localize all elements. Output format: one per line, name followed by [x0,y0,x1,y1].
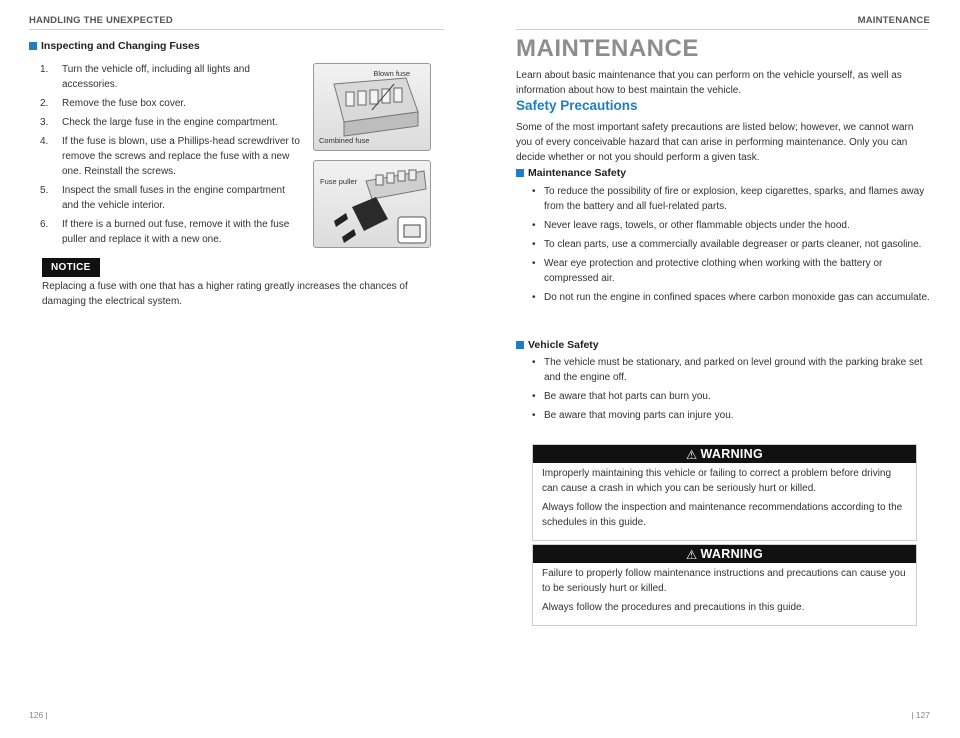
fuse-steps-list [40,62,302,251]
step-item: 6. If there is a burned out fuse, remove it with the fuse puller and replace it with a new one. [40,219,290,245]
warning-header-1: ⚠ WARNING [533,445,916,463]
subheading-maintenance-safety-text: Maintenance Safety [528,167,627,179]
subheading-vehicle-safety-text: Vehicle Safety [528,339,599,351]
section-title-safety: Safety Precautions [516,98,638,113]
figure-fuse-puller [313,160,431,248]
list-item: • To reduce the possibility of fire or explosion, keep cigarettes, sparks, and flames away from the battery and all fuel-related parts. [532,184,930,214]
subheading-fuses-text: Inspecting and Changing Fuses [41,40,200,52]
safety-intro-paragraph: Some of the most important safety precautions are listed below; however, we cannot warn you of every conceivable hazard that can arise in performing maintenance. Only you can decide whether or not you should perform a given task. [516,122,914,163]
warning-2-text-1: Failure to properly follow maintenance instructions and precautions can cause you to be seriously hurt or killed. [542,568,906,594]
warning-box-1 [532,444,917,541]
label-combined-fuse: Combined fuse [319,136,370,145]
list-item: • The vehicle must be stationary, and parked on level ground with the parking brake set and the engine off. [532,355,930,385]
warning-1-text-1: Improperly maintaining this vehicle or failing to correct a problem before driving can cause a crash in which you can be seriously hurt or killed. [542,468,892,494]
intro-paragraph: Learn about basic maintenance that you can perform on the vehicle yourself, as well as information about how to best maintain the vehicle. [516,70,902,96]
page-number-left: 126 | [29,710,48,720]
page-title: MAINTENANCE [516,35,699,62]
step-item: 1. Turn the vehicle off, including all lights and accessories. [40,64,250,90]
vehicle-safety-list [532,355,930,427]
step-item: 4. If the fuse is blown, use a Phillips-head screwdriver to remove the screws and replace the fuse with a new one. Reinstall the screws. [40,136,300,177]
square-bullet-icon [516,341,524,349]
fuse-puller-illustration [314,161,430,247]
step-item: 2. Remove the fuse box cover. [40,98,186,109]
subheading-maintenance-safety [516,167,626,179]
list-item: • To clean parts, use a commercially available degreaser or parts cleaner, not gasoline. [532,237,930,252]
warning-2-text-2: Always follow the procedures and precautions in this guide. [542,602,805,613]
right-page [480,0,960,738]
label-blown-fuse: Blown fuse [373,69,410,78]
subheading-fuses [29,40,200,52]
notice-label: NOTICE [42,258,100,277]
warning-triangle-icon: ⚠ [685,547,698,562]
list-item: • Never leave rags, towels, or other flammable objects under the hood. [532,218,930,233]
maintenance-safety-list [532,184,930,309]
warning-box-2 [532,544,917,626]
step-item: 3. Check the large fuse in the engine compartment. [40,117,278,128]
page-number-right: | 127 [911,710,930,720]
warning-header-2: ⚠ WARNING [533,545,916,563]
warning-1-text-2: Always follow the inspection and maintenance recommendations according to the schedules in this guide. [542,502,903,528]
list-item: • Do not run the engine in confined spaces where carbon monoxide gas can accumulate. [532,290,930,305]
step-item: 5. Inspect the small fuses in the engine compartment and the vehicle interior. [40,185,285,211]
warning-triangle-icon: ⚠ [685,447,698,462]
list-item: • Be aware that moving parts can injure you. [532,408,930,423]
list-item: • Wear eye protection and protective clothing when working with the battery or compressed air. [532,256,930,286]
subheading-vehicle-safety [516,339,599,351]
header-rule-left [29,29,444,30]
square-bullet-icon [516,169,524,177]
label-fuse-puller: Fuse puller [320,177,358,186]
header-rule-right [516,29,928,30]
running-head-right: MAINTENANCE [857,15,930,26]
notice-text: Replacing a fuse with one that has a higher rating greatly increases the chances of damaging the electrical system. [42,281,408,307]
running-head-left: HANDLING THE UNEXPECTED [29,15,173,26]
figure-combined-fuse [313,63,431,151]
list-item: • Be aware that hot parts can burn you. [532,389,930,404]
square-bullet-icon [29,42,37,50]
